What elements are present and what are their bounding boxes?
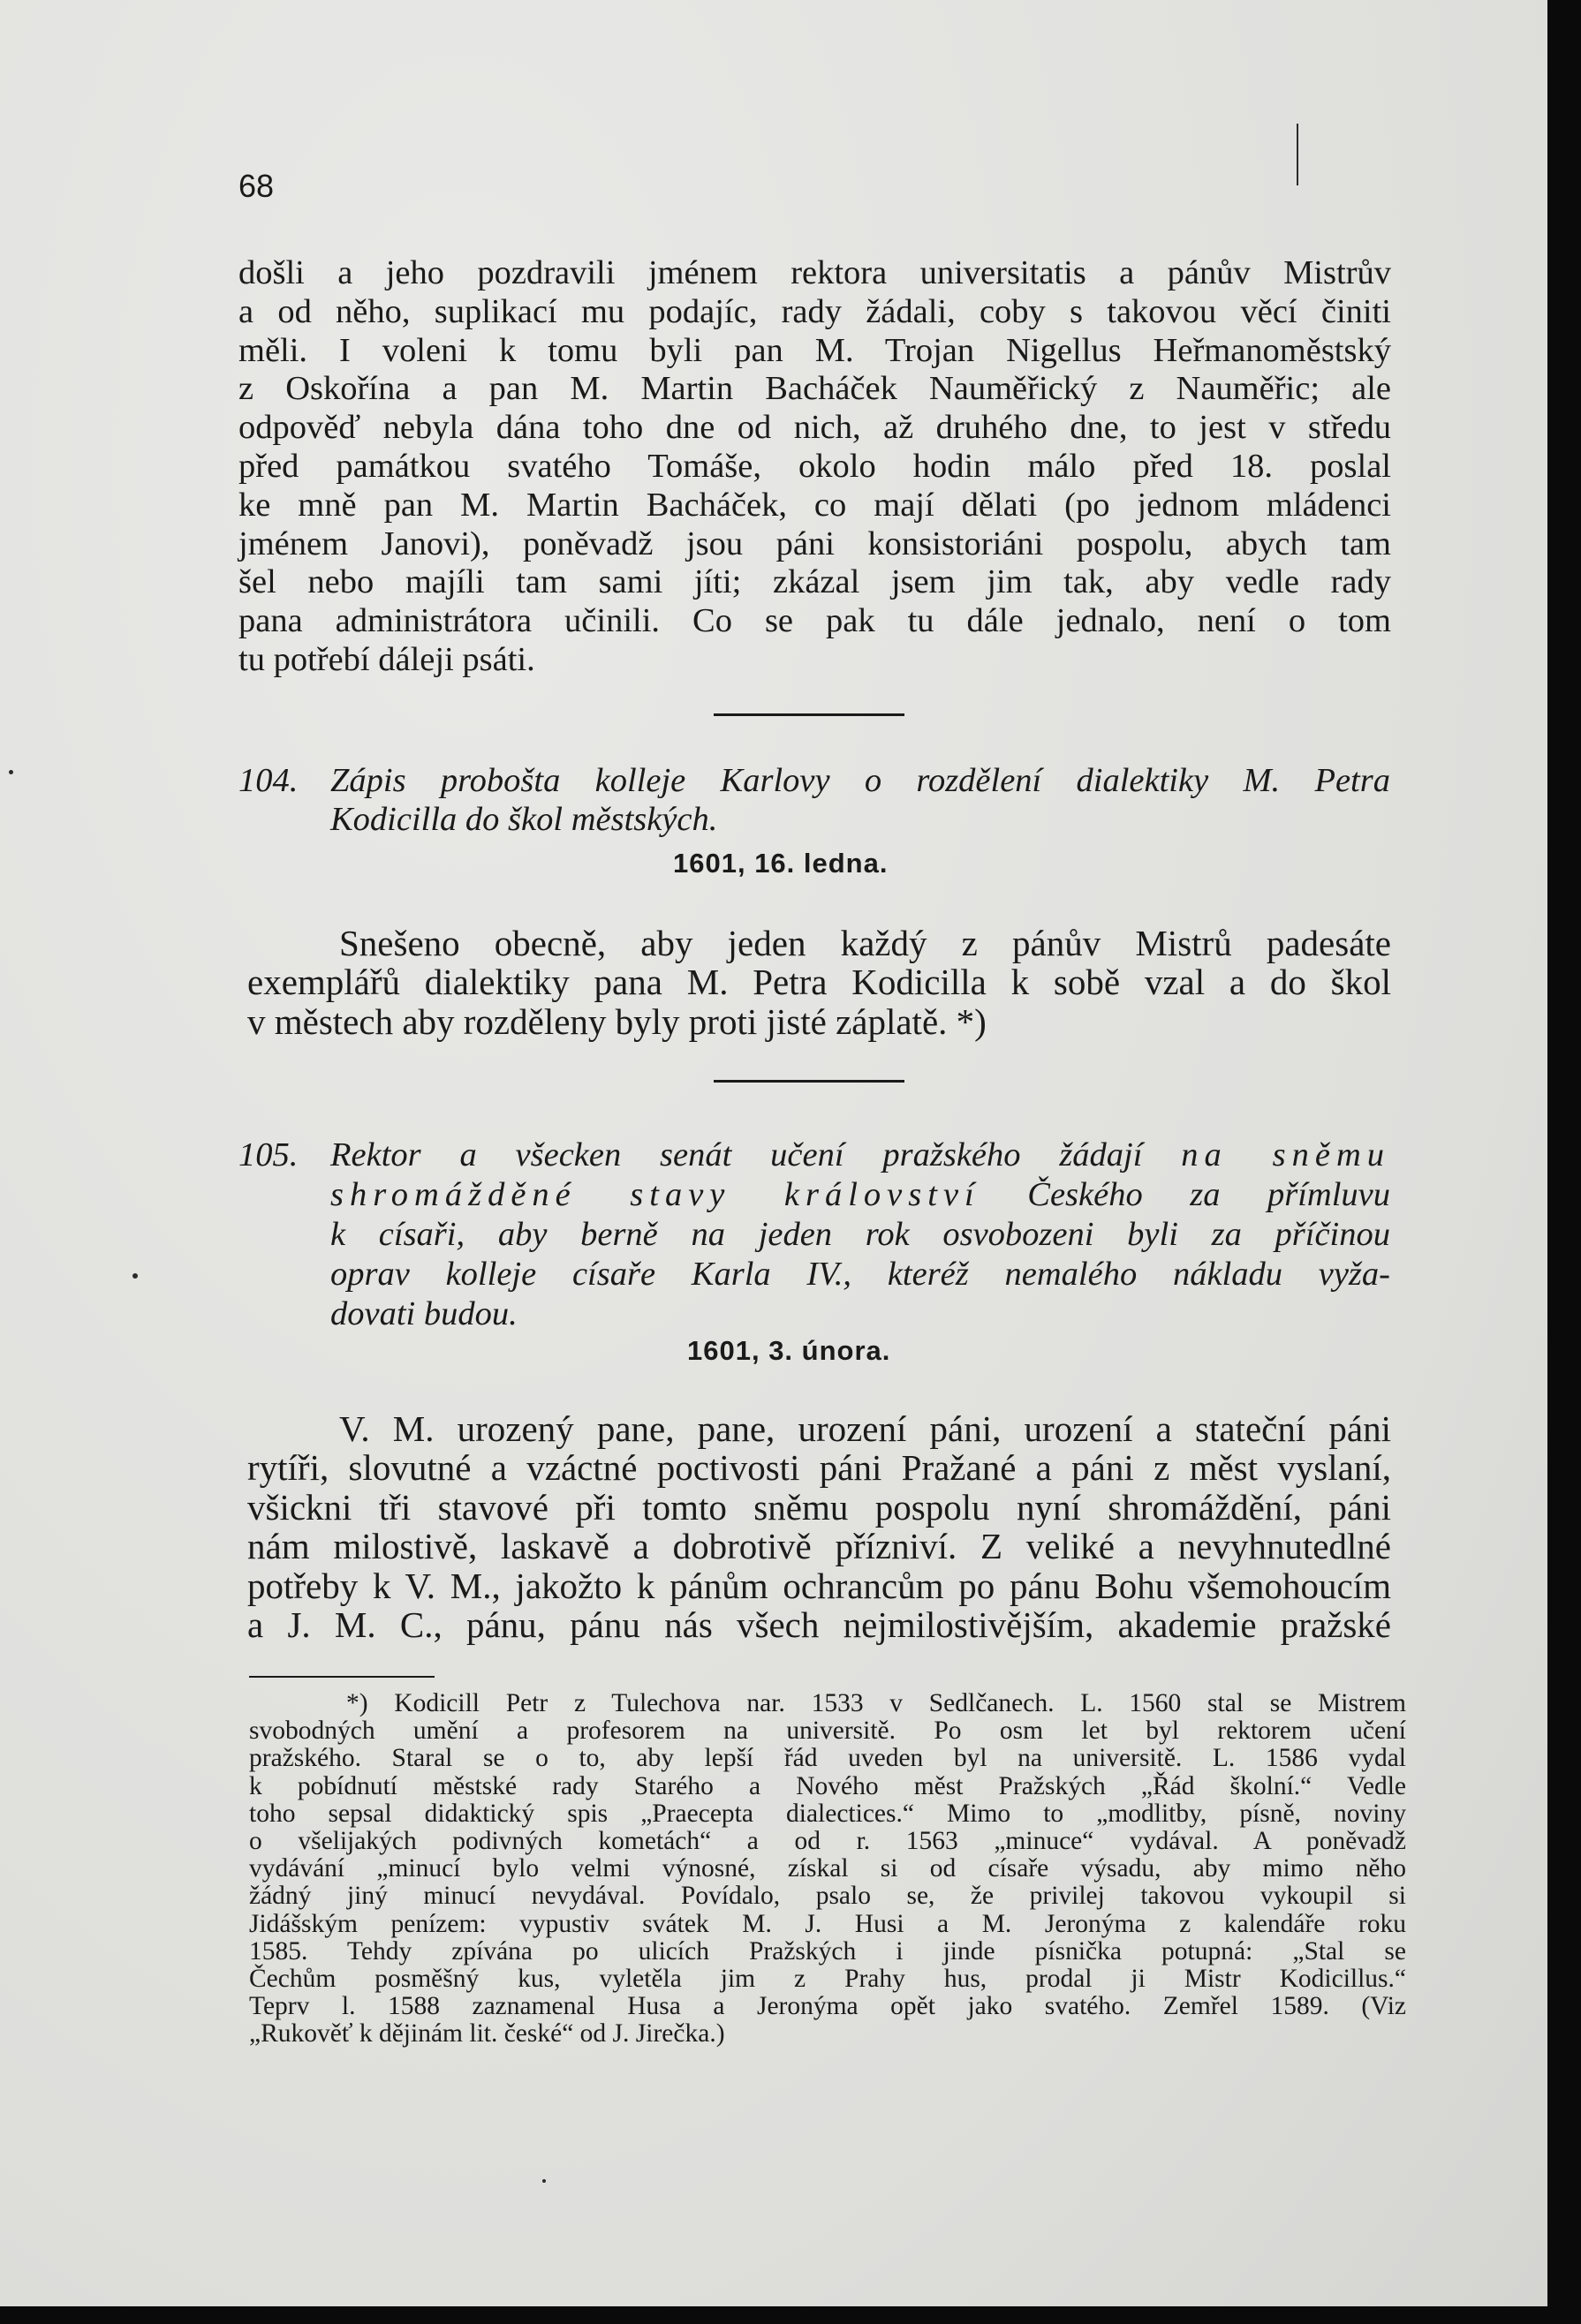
entry-title-105 <box>330 1136 1390 1175</box>
footnote-line: svobodných umění a profesorem na universitě. Po osm let byl rektorem učení <box>249 1717 1406 1746</box>
scan-speck <box>542 2179 546 2183</box>
title-line: oprav kolleje císaře Karla IV., kteréž nemalého nákladu vyža- <box>330 1256 1390 1293</box>
footnote-rule <box>249 1676 435 1678</box>
footnote-line: k pobídnutí městské rady Starého a Nového měst Pražských „Řád školní.“ Vedle <box>249 1771 1406 1800</box>
entry-title-104 <box>330 761 1390 839</box>
footnote-line: *) Kodicill Petr z Tulechova nar. 1533 v Sedlčanech. L. 1560 stal se Mistrem <box>346 1689 1406 1717</box>
footnote-line: „Rukověť k dějinám lit. české“ od J. Jirečka.) <box>249 2019 725 2049</box>
footnote-line: Čechům posměšný kus, vyletěla jim z Prahy hus, prodal ji Mistr Kodicillus.“ <box>249 1965 1406 1994</box>
entry-body-104 <box>339 924 1391 963</box>
footnote-line: pražského. Staral se o to, aby lepší řád uveden byl na universitě. L. 1586 vydal <box>249 1744 1406 1773</box>
title-line <box>330 1175 1390 1215</box>
scan-speck <box>9 770 13 774</box>
footnote-line: toho sepsal didaktický spis „Praecepta dialectices.“ Mimo to „modlitby, písně, noviny <box>249 1799 1406 1828</box>
title-fragment: Rektor a všecken senát učení pražského žádají <box>330 1136 1143 1173</box>
footnote-line: žádný jiný minucí nevydával. Povídalo, psalo se, že privilej takovou vykoupil si <box>249 1882 1406 1911</box>
text-line: došli a jeho pozdravili jménem rektora universitatis a pánův Mistrův <box>238 254 1391 291</box>
footnote-line: o všelijakých podivných kometách“ a od r. 1563 „minuce“ vydával. A poněvadž <box>249 1827 1406 1856</box>
entry-title-105-line2 <box>330 1175 1390 1215</box>
scan-edge-right <box>1547 0 1581 2324</box>
footnote <box>249 1690 1406 2049</box>
title-fragment-spaced: shromážděné stavy království <box>330 1176 980 1213</box>
footnote-line: 1585. Tehdy zpívána po ulicích Pražských i jinde písnička potupná: „Stal se <box>249 1936 1406 1966</box>
text-line: pana administrátora učinili. Co se pak tu dále jednalo, není o tom <box>238 602 1391 640</box>
entry-body-105-cont <box>247 1448 1391 1645</box>
text-line: šel nebo majíli tam sami jíti; zkázal jsem jim tak, aby vedle rady <box>238 563 1391 601</box>
text-line: a J. M. C., pánu, pánu nás všech nejmilostivějším, akademie pražské <box>247 1604 1391 1645</box>
scan-edge-bottom <box>0 2306 1581 2324</box>
entry-body-104-cont <box>247 962 1391 1041</box>
footnote-line: vydávání „minucí bylo velmi výnosné, získal si od císaře výsadu, aby mimo něho <box>249 1854 1406 1883</box>
title-line: Zápis probošta kolleje Karlovy o rozdělení dialektiky M. Petra <box>330 762 1390 799</box>
text-line: a od něho, suplikací mu podajíc, rady žádali, coby s takovou věcí činiti <box>238 292 1391 330</box>
entry-title-105-rest <box>330 1215 1390 1334</box>
text-line: z Oskořína a pan M. Martin Bacháček Nauměřický z Nauměřic; ale <box>238 370 1391 408</box>
text-line: před památkou svatého Tomáše, okolo hodin málo před 18. poslal <box>238 447 1391 485</box>
text-line: exemplářů dialektiky pana M. Petra Kodicilla k sobě vzal a do škol <box>247 962 1391 1002</box>
text-line: rytíři, slovutné a vzáctné poctivosti páni Pražané a páni z měst vyslaní, <box>247 1447 1391 1488</box>
page-number: 68 <box>238 168 275 204</box>
section-divider <box>714 713 904 716</box>
text-line: ke mně pan M. Martin Bacháček, co mají dělati (po jednom mládenci <box>238 486 1391 524</box>
title-line: dovati budou. <box>330 1295 518 1332</box>
text-line: tu potřebí dáleji psáti. <box>238 640 535 678</box>
text-line: V. M. urozený pane, pane, urození páni, urození a stateční páni <box>339 1408 1391 1449</box>
entry-date-104: 1601, 16. ledna. <box>673 848 889 879</box>
entry-date-105: 1601, 3. února. <box>687 1335 891 1366</box>
title-fragment-spaced: na sněmu <box>1181 1136 1391 1173</box>
continuation-paragraph <box>238 254 1391 680</box>
text-line: potřeby k V. M., jakožto k pánům ochrancům po pánu Bohu všemohoucím <box>247 1565 1391 1606</box>
title-fragment: Českého za přímluvu <box>1027 1176 1390 1213</box>
entry-body-105 <box>339 1409 1391 1449</box>
footnote-line: Teprv l. 1588 zaznamenal Husa a Jeronýma opět jako svatého. Zemřel 1589. (Viz <box>249 1992 1406 2021</box>
entry-number-105: 105. <box>238 1136 299 1173</box>
footnote-line: Jidášským penízem: vypustiv svátek M. J. Husi a M. Jeronýma z kalendáře roku <box>249 1909 1406 1938</box>
text-line: odpověď nebyla dána toho dne od nich, až druhého dne, to jest v středu <box>238 409 1391 447</box>
scan-speck <box>132 1273 138 1279</box>
title-line: Kodicilla do škol městských. <box>330 801 718 838</box>
entry-number-104: 104. <box>238 762 299 799</box>
text-line: jménem Janovi), poněvadž jsou páni konsistoriáni pospolu, abych tam <box>238 524 1391 562</box>
title-line <box>330 1136 1390 1175</box>
text-line: Snešeno obecně, aby jeden každý z pánův Mistrů padesáte <box>339 923 1391 963</box>
text-line: měli. I voleni k tomu byli pan M. Trojan Nigellus Heřmanoměstský <box>238 331 1391 369</box>
scan-scratch <box>1297 124 1298 185</box>
text-line: nám milostivě, laskavě a dobrotivě přízniví. Z veliké a nevyhnutedlné <box>247 1526 1391 1566</box>
section-divider <box>714 1080 904 1083</box>
text-line: všickni tři stavové při tomto sněmu pospolu nyní shromáždění, páni <box>247 1486 1391 1528</box>
text-line: v městech aby rozděleny byly proti jisté záplatě. *) <box>247 1000 987 1042</box>
title-line: k císaři, aby berně na jeden rok osvobozeni byli za příčinou <box>330 1216 1390 1253</box>
